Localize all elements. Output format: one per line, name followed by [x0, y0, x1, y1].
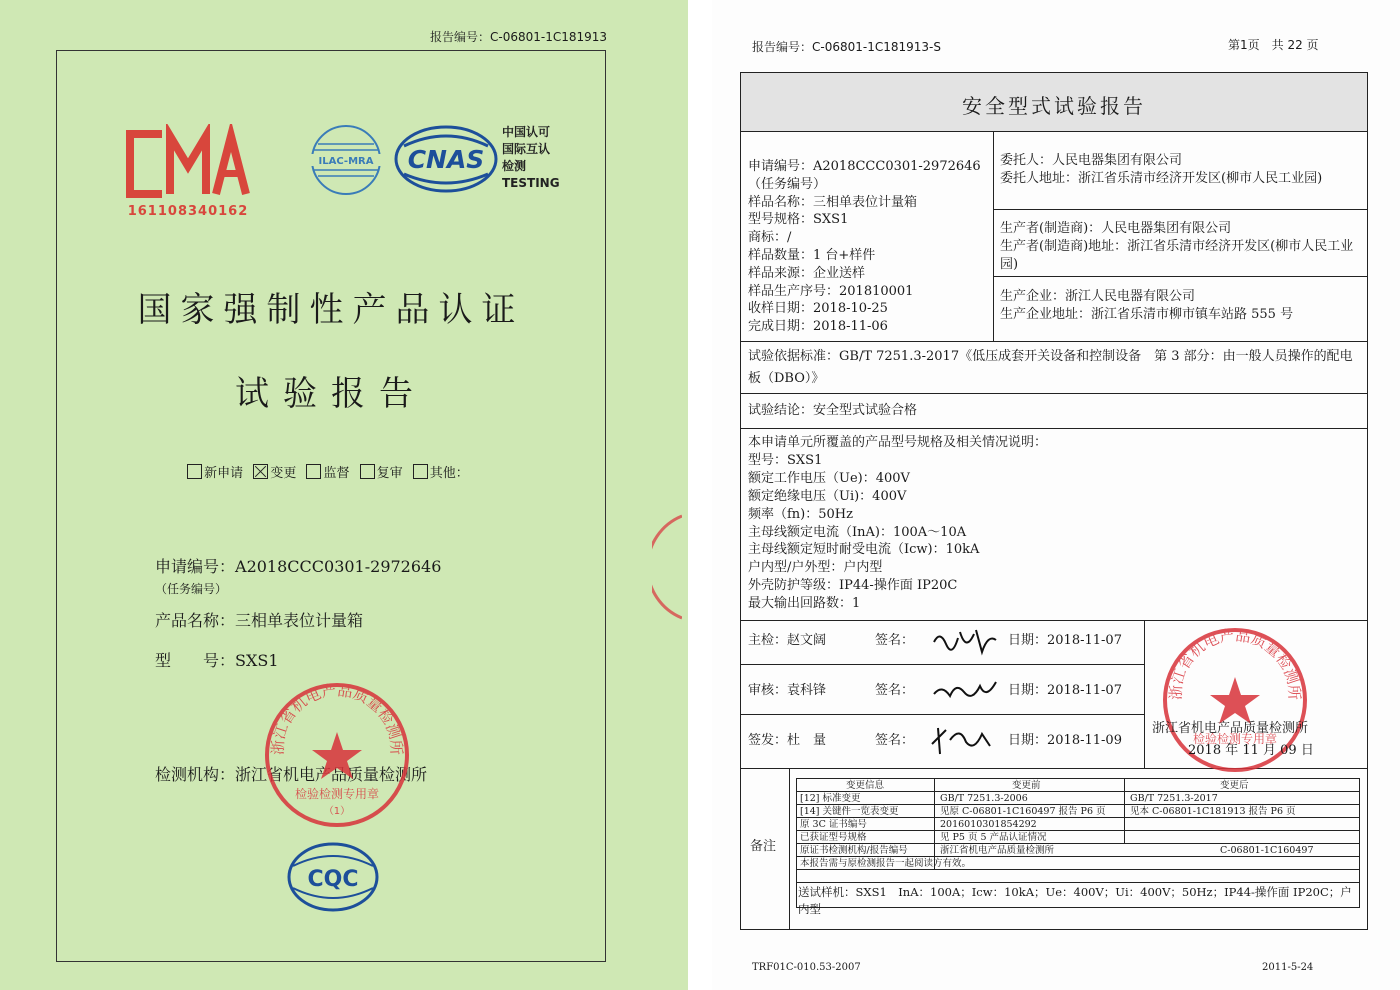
- field-value: SXS1: [235, 651, 279, 670]
- info-line: 样品名称：三相单表位计量箱: [748, 194, 918, 210]
- checkbox-change-checked: [253, 464, 268, 479]
- grid-line: [993, 209, 1368, 210]
- cnas-logo-icon: [394, 124, 498, 194]
- grid-line: [1144, 620, 1145, 768]
- checkbox-review: [360, 464, 375, 479]
- check-label: 复审: [376, 466, 403, 481]
- role-label: 签发：: [748, 733, 788, 748]
- remarks-sample: 送试样机：SXS1 InA：100A；Icw：10kA；Ue：400V；Ui：400V；50Hz；IP44-操作面 IP20C；户内型: [798, 885, 1352, 916]
- role-name: 袁科锋: [787, 683, 827, 698]
- sign-label: 签名：: [875, 683, 915, 698]
- svg-text:（1）: （1）: [323, 806, 351, 817]
- role-name: 杜 量: [787, 733, 827, 748]
- cnas-caption-line: TESTING: [502, 176, 560, 190]
- lab-name: 浙江省机电产品质量检测所: [1152, 721, 1309, 736]
- remarks-cell: C-06801-1C160497: [1220, 845, 1314, 856]
- sign-label: 签名：: [875, 633, 915, 648]
- date-value: 2018-11-07: [1047, 633, 1122, 648]
- lab-date: 2018 年 11 月 09 日: [1188, 743, 1314, 758]
- check-new: [187, 462, 243, 481]
- checkbox-other: [413, 464, 428, 479]
- manufacturer: 生产者(制造商)：人民电器集团有限公司: [1000, 221, 1232, 236]
- remarks-cell: 2016010301854292: [940, 819, 1037, 830]
- cover-title: 国家强制性产品认证: [137, 290, 525, 330]
- date-value: 2018-11-09: [1047, 733, 1122, 748]
- field-value: 三相单表位计量箱: [235, 611, 364, 630]
- svg-text:CNAS: CNAS: [407, 145, 485, 174]
- remarks-note: 本报告需与原检测报告一起阅读方有效。: [800, 858, 972, 869]
- desc-line: 户内型/户外型：户内型: [748, 560, 883, 576]
- grid-line: [740, 428, 1368, 429]
- cover-model: [155, 648, 279, 671]
- grid-line: [740, 714, 1144, 715]
- remarks-cell: GB/T 7251.3-2006: [940, 793, 1028, 804]
- info-line: 完成日期：2018-11-06: [748, 319, 888, 335]
- grid-line: [740, 620, 1368, 621]
- cnas-caption-line: 国际互认: [502, 142, 551, 156]
- date-label: 日期：: [1008, 733, 1048, 748]
- info-line: 型号规格：SXS1: [748, 212, 849, 228]
- check-review: [360, 462, 403, 481]
- remarks-header: 变更信息: [846, 780, 885, 791]
- date-label: 日期：: [1008, 633, 1048, 648]
- date-label: 日期：: [1008, 683, 1048, 698]
- remarks-cell: 见本 C-06801-1C181913 报告 P6 页: [1130, 806, 1296, 817]
- signature-reviewer-icon: [930, 674, 1000, 708]
- role-label: 审核：: [748, 683, 788, 698]
- desc-line: 型号：SXS1: [748, 452, 823, 468]
- check-other: [413, 462, 469, 481]
- remarks-cell: 原证书检测机构/报告编号: [800, 845, 908, 856]
- cover-product-name: [155, 608, 363, 631]
- checkbox-new: [187, 464, 202, 479]
- cnas-caption: [502, 124, 560, 192]
- cma-code: 161108340162: [127, 204, 249, 219]
- signoff-reviewer: [748, 682, 826, 700]
- svg-text:检验检测专用章: 检验检测专用章: [1192, 732, 1278, 746]
- grid-line: [789, 768, 790, 930]
- cma-logo-icon: [118, 124, 258, 204]
- desc-line: 最大输出回路数：1: [748, 596, 861, 612]
- signature-inspector-icon: [930, 624, 1000, 658]
- manufacturer-address: 生产者(制造商)地址：浙江省乐清市经济开发区(柳市人民工业园): [1000, 239, 1354, 272]
- form-date: 2011-5-24: [1262, 962, 1314, 973]
- info-line: 商标：/: [748, 230, 792, 246]
- check-label: 变更: [270, 466, 297, 481]
- report-number: 报告编号：C-06801-1C181913-S: [752, 40, 941, 54]
- product-description: [748, 434, 1047, 613]
- field-value: 浙江省机电产品质量检测所: [235, 765, 428, 784]
- svg-text:检验检测专用章: 检验检测专用章: [294, 787, 380, 801]
- cqc-logo-icon: [287, 842, 379, 912]
- svg-text:浙江省机电产品质量检测所: 浙江省机电产品质量检测所: [268, 681, 406, 756]
- svg-text:浙江省机电产品质量检测所: 浙江省机电产品质量检测所: [1166, 626, 1304, 701]
- official-seal-icon: [262, 680, 412, 830]
- test-standard: 试验依据标准：GB/T 7251.3-2017《低压成套开关设备和控制设备 第 3 部分：由一般人员操作的配电板（DBO）》: [748, 349, 1353, 386]
- remarks-cell: 见原 C-06801-1C160497 报告 P6 页: [940, 806, 1106, 817]
- desc-line: 频率（fn)：50Hz: [748, 506, 853, 522]
- remarks-cell: GB/T 7251.3-2017: [1130, 793, 1218, 804]
- signoff-inspector: [748, 632, 826, 650]
- signoff-reviewer-date: [1008, 682, 1122, 700]
- role-name: 赵文阔: [787, 633, 827, 648]
- remarks-cell: [12] 标准变更: [800, 793, 861, 804]
- remarks-header: 变更前: [1012, 780, 1041, 791]
- desc-line: 额定绝缘电压（Ui)：400V: [748, 488, 907, 504]
- grid-line: [993, 276, 1368, 277]
- role-label: 主检：: [748, 633, 788, 648]
- ilac-mra-logo-icon: [302, 120, 390, 200]
- check-label: 监督: [323, 466, 350, 481]
- info-line: （任务编号）: [748, 176, 827, 192]
- grid-line: [740, 131, 1368, 132]
- grid-line: [1124, 778, 1125, 844]
- info-line: 申请编号：A2018CCC0301-2972646: [748, 159, 981, 174]
- info-line: 样品数量：1 台+样件: [748, 247, 876, 263]
- cover-application-number: [155, 554, 441, 577]
- desc-line: 主母线额定短时耐受电流（Icw)：10kA: [748, 542, 980, 558]
- signoff-approver: [748, 732, 826, 750]
- remarks-cell: 已获证型号规格: [800, 832, 867, 843]
- factory-address: 生产企业地址：浙江省乐清市柳市镇车站路 555 号: [1000, 307, 1294, 322]
- info-line: 收样日期：2018-10-25: [748, 301, 888, 317]
- desc-line: 主母线额定电流（InA)：100A～10A: [748, 524, 967, 540]
- desc-line: 额定工作电压（Ue)：400V: [748, 470, 910, 486]
- remarks-label: 备注: [750, 839, 777, 854]
- remarks-cell: 原 3C 证书编号: [800, 819, 867, 830]
- edge-seal-fragment-icon: [652, 512, 682, 622]
- field-value: A2018CCC0301-2972646: [235, 557, 442, 576]
- form-code: TRF01C-010.53-2007: [752, 962, 861, 973]
- grid-line: [740, 664, 1144, 665]
- check-change: [253, 462, 296, 481]
- field-label: 型 号：: [155, 651, 236, 670]
- cnas-caption-line: 检测: [502, 159, 527, 173]
- svg-text:ILAC-MRA: ILAC-MRA: [318, 156, 374, 167]
- grid-line: [993, 131, 994, 341]
- grid-line: [796, 882, 1360, 883]
- test-conclusion: 试验结论：安全型式试验合格: [748, 403, 918, 418]
- cover-report-number: 报告编号：C-06801-1C181913: [430, 30, 608, 44]
- check-label: 其他：: [429, 466, 469, 481]
- cover-task-number-label: （任务编号）: [155, 582, 228, 596]
- grid-line: [740, 341, 1368, 342]
- client-address: 委托人地址：浙江省乐清市经济开发区(柳市人民工业园): [1000, 171, 1323, 186]
- check-supervise: [306, 462, 349, 481]
- signature-approver-icon: [926, 722, 996, 758]
- info-line: 样品生产序号：201810001: [748, 283, 914, 299]
- desc-line: 外壳防护等级：IP44-操作面 IP20C: [748, 578, 958, 594]
- signoff-inspector-date: [1008, 632, 1122, 650]
- factory: 生产企业：浙江人民电器有限公司: [1000, 289, 1196, 304]
- remarks-header: 变更后: [1220, 780, 1249, 791]
- remarks-cell: 见 P5 页 5 产品认证情况: [940, 832, 1047, 843]
- report-title: 安全型式试验报告: [962, 94, 1146, 118]
- remarks-cell: 浙江省机电产品质量检测所: [940, 845, 1055, 856]
- signoff-approver-date: [1008, 732, 1122, 750]
- info-line: 样品来源：企业送样: [748, 265, 866, 281]
- grid-line: [796, 830, 1360, 831]
- page-info: 第1页 共 22 页: [1228, 38, 1319, 52]
- field-label: 申请编号：: [155, 557, 236, 576]
- remarks-cell: [14] 关键件一览表变更: [800, 806, 899, 817]
- date-value: 2018-11-07: [1047, 683, 1122, 698]
- cover-subtitle: 试验报告: [235, 374, 427, 414]
- client: 委托人：人民电器集团有限公司: [1000, 153, 1183, 168]
- sign-label: 签名：: [875, 733, 915, 748]
- svg-text:CQC: CQC: [307, 867, 359, 892]
- grid-line: [740, 393, 1368, 394]
- sample-info: [748, 158, 981, 336]
- field-label: 检测机构：: [155, 765, 236, 784]
- check-label: 新申请: [204, 466, 244, 481]
- checkbox-supervise: [306, 464, 321, 479]
- application-type-checkboxes: [56, 462, 606, 481]
- desc-line: 本申请单元所覆盖的产品型号规格及相关情况说明：: [748, 435, 1048, 450]
- field-label: 产品名称：: [155, 611, 236, 630]
- cnas-caption-line: 中国认可: [502, 125, 551, 139]
